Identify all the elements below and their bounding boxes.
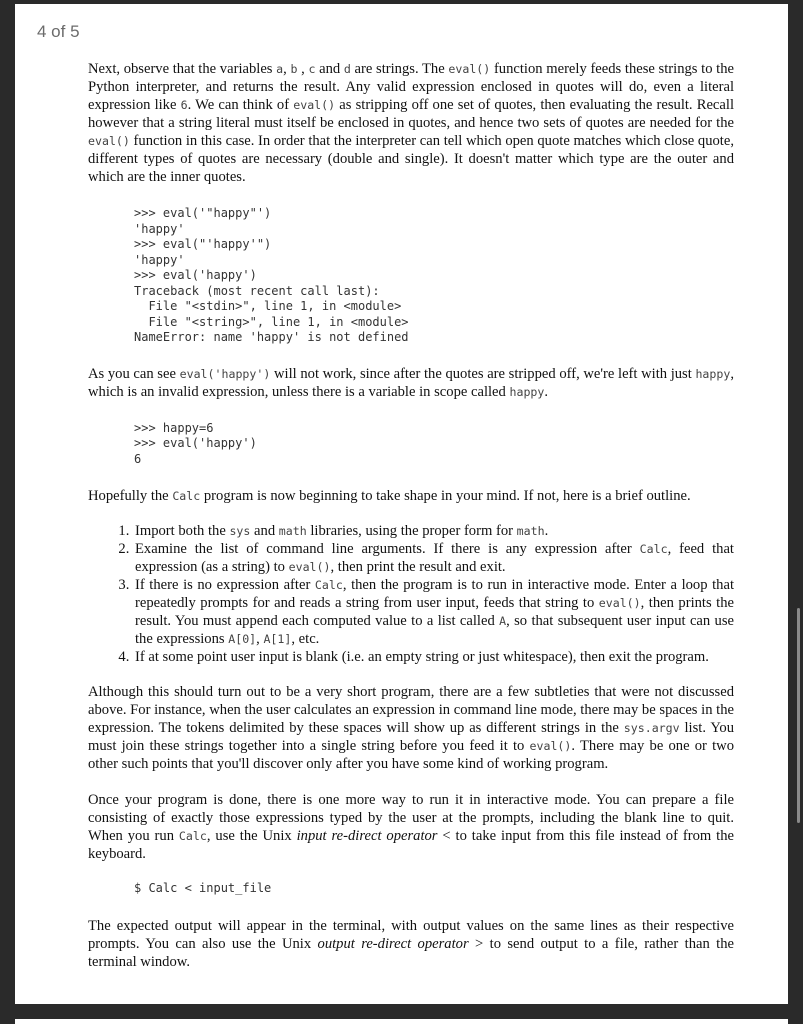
code-line: >>> eval('"happy"') (134, 206, 272, 220)
text: , etc. (291, 631, 320, 647)
paragraph-variables-are-strings (88, 60, 734, 186)
inline-code: A (499, 614, 507, 628)
text: < to take input from this file instead of from the keyboard. (88, 828, 734, 862)
code-line: >>> eval('happy') (134, 436, 257, 450)
list-item (133, 540, 734, 576)
inline-code: Calc (172, 489, 201, 503)
inline-code: Calc (314, 578, 343, 592)
code-line: >>> happy=6 (134, 420, 214, 435)
inline-code: eval() (88, 134, 130, 148)
text: , so that subsequent user input can use the expressions (135, 613, 735, 647)
code-block-calc-redirect (88, 881, 734, 897)
code-line: 'happy' (134, 221, 185, 236)
text: Hopefully the (88, 488, 173, 504)
document-page (15, 4, 788, 1004)
list-item (133, 648, 734, 666)
text: as stripping off one set of quotes, then evaluating the result. Recall however that a string literal must itself be enclosed in quotes, and hence two sets of quotes are needed for the (88, 97, 735, 131)
text: program is now beginning to take shape in your mind. If not, here is a brief outline. (200, 488, 691, 504)
text: The expected output will appear in the terminal, with output values on the same lines as their respective prompts. You can also use the Unix (88, 917, 734, 952)
text: , (256, 631, 264, 647)
inline-code: Calc (178, 829, 207, 843)
code-line: File "<stdin>", line 1, in <module> (134, 299, 402, 313)
text: and (250, 523, 279, 539)
paragraph-subtleties (88, 683, 734, 773)
paragraph-input-redirect (88, 791, 734, 863)
inline-code: sys.argv (623, 721, 680, 735)
outline-list (88, 522, 734, 666)
text: function merely feeds these strings to the Python interpreter, and returns the result. Any valid expression enclosed in quotes will do, even a literal expression like (88, 61, 735, 113)
scrollbar-thumb[interactable] (797, 608, 800, 823)
code-line: 6 (134, 451, 142, 466)
inline-code: happy (509, 384, 545, 399)
inline-code: math (278, 524, 307, 538)
list-item (133, 576, 734, 648)
text: . We can think of (187, 97, 294, 113)
text: . There may be one or two other such points that you'll discover only after you have some kind of working program. (88, 738, 734, 772)
page-counter: 4 of 5 (37, 22, 80, 41)
text: , then the program is to run in interactive mode. Enter a loop that repeatedly prompts for and reads a string from user input, feeds that string to (135, 577, 734, 611)
inline-code: b (290, 62, 298, 76)
text: Although this should turn out to be a very short program, there are a few subtleties that were not discussed above. For instance, when the user calculates an expression in command line mode, there may be spaces in the expression. The tokens delimited by these spaces will show up as different strings in the (88, 684, 734, 736)
inline-code: eval() (448, 62, 491, 76)
text: , (283, 61, 291, 77)
next-page-edge (15, 1019, 788, 1024)
list-item (133, 522, 734, 540)
text: , use the Unix (206, 828, 297, 844)
paragraph-calc-outline-intro (88, 487, 734, 505)
text: Import both the (135, 523, 230, 539)
inline-code: eval() (598, 596, 641, 610)
inline-code: eval() (529, 739, 572, 753)
inline-code: 6 (180, 98, 188, 112)
text: Next, observe that the variables (88, 61, 277, 77)
code-line: Traceback (most recent call last): (134, 283, 380, 298)
text: and (315, 61, 344, 77)
inline-code: c (308, 62, 316, 76)
inline-code: eval() (293, 98, 336, 112)
inline-code: A[1] (263, 632, 292, 646)
code-block-eval-examples (88, 206, 734, 346)
text: Once your program is done, there is one more way to run it in interactive mode. You can prepare a file consisting of exactly those expressions typed by the user at the prompts, including the blank line to quit. When you run (88, 792, 734, 844)
inline-code: Calc (639, 542, 668, 556)
page-content (88, 60, 734, 971)
inline-code: happy (695, 366, 731, 381)
text: . (544, 383, 549, 400)
italic-term: input re-direct operator (296, 828, 438, 844)
inline-code: eval() (288, 560, 331, 574)
text: libraries, using the proper form for (306, 523, 517, 539)
text: , which is an invalid expression, unless there is a variable in scope called (88, 365, 735, 400)
italic-term: output re-direct operator (317, 935, 469, 952)
inline-code: math (516, 524, 545, 538)
inline-code: a (276, 62, 284, 76)
text: are strings. The (350, 61, 449, 77)
code-line: File "<string>", line 1, in <module> (134, 314, 409, 329)
text: list. You must join these strings together into a single string before you feed it to (88, 720, 734, 754)
text: , then print the result and exit. (330, 559, 506, 575)
paragraph-eval-happy (88, 365, 734, 401)
text: will not work, since after the quotes are stripped off, we're left with just (270, 365, 696, 382)
text: Examine the list of command line arguments. If there is any expression after (135, 541, 640, 557)
paragraph-output-redirect (88, 917, 734, 971)
text: . (544, 523, 549, 539)
code-line: >>> eval('happy') (134, 268, 257, 282)
inline-code: sys (229, 524, 251, 538)
inline-code: A[0] (228, 632, 257, 646)
code-line: >>> eval("'happy'") (134, 237, 272, 251)
code-line: NameError: name 'happy' is not defined (134, 330, 409, 344)
code-block-happy-variable (88, 421, 734, 468)
text: , (297, 61, 309, 77)
text: > to send output to a file, rather than the terminal window. (88, 935, 734, 970)
text: If there is no expression after (135, 577, 315, 593)
code-line: $ Calc < input_file (134, 881, 272, 895)
text: , then prints the result. You must append each computed value to a list called (135, 595, 734, 629)
inline-code: eval('happy') (179, 366, 271, 381)
text: , feed that expression (as a string) to (135, 541, 734, 575)
inline-code: d (343, 62, 351, 76)
text: As you can see (88, 365, 180, 382)
code-line: 'happy' (134, 252, 185, 267)
text: function in this case. In order that the interpreter can tell which open quote matches which close quote, different types of quotes are necessary (double and single). It doesn't matter which type are the outer and which are the inner quotes. (88, 133, 734, 185)
text: If at some point user input is blank (i.e. an empty string or just whitespace), then exit the program. (135, 649, 709, 665)
